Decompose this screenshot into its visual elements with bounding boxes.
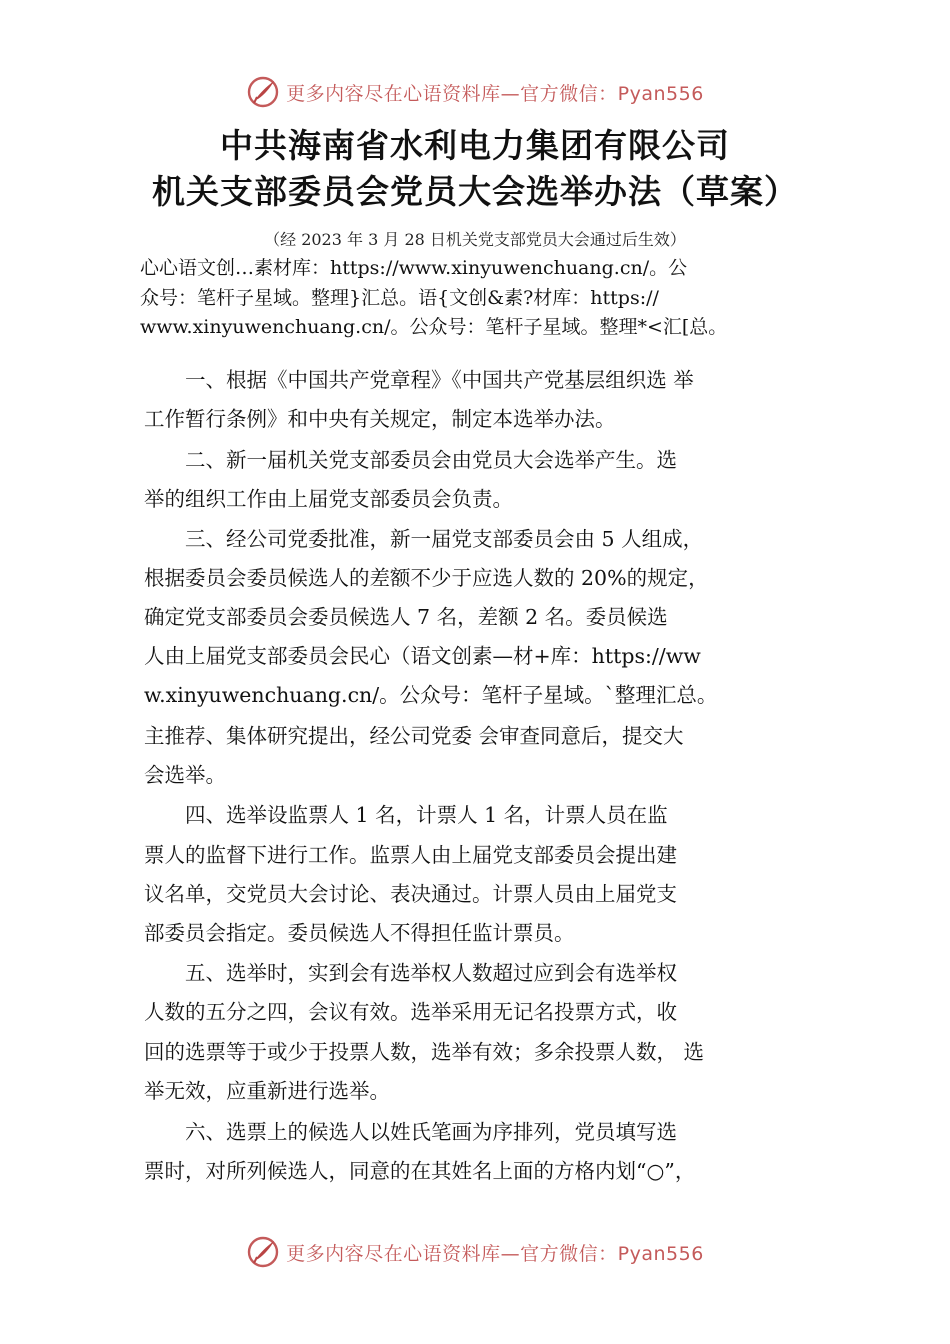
body-line: 确定党支部委员会委员候选人 7 名，差额 2 名。委员候选 [144,605,668,629]
body-line: 举的组织工作由上届党支部委员会负责。 [144,487,513,511]
body-line: 四、选举设监票人 1 名，计票人 1 名，计票人员在监 [144,803,668,827]
body-line: 一、根据《中国共产党章程》《中国共产党基层组织选 举 [144,368,694,392]
body-line: 会选举。 [144,763,226,787]
wechat-id: Pyan556 [617,1242,704,1265]
body-line: 人数的五分之四，会议有效。选举采用无记名投票方式，收 [144,1000,677,1024]
quill-seal-icon [246,75,280,109]
body-line: 人由上届党支部委员会民心（语文创素—材+库：https://ww [144,644,701,668]
body-line: 六、选票上的候选人以姓氏笔画为序排列，党员填写选 [144,1120,677,1144]
watermark-line: 心心语文创…素材库：https://www.xinyuwenchuang.cn/。公 [140,257,688,279]
document-title-line-1: 中共海南省水利电力集团有限公司 [220,126,730,165]
body-line: w.xinyuwenchuang.cn/。公众号：笔杆子星域。`整理汇总。 [144,683,718,707]
body-line: 议名单，交党员大会讨论、表决通过。计票人员由上届党支 [144,882,677,906]
body-line: 五、选举时，实到会有选举权人数超过应到会有选举权 [144,961,677,985]
banner-text: 更多内容尽在心语资料库—官方微信：Pyan556 [286,1242,704,1265]
body-line: 票时，对所列候选人，同意的在其姓名上面的方格内划“○”， [144,1159,696,1183]
body-line: 举无效，应重新进行选举。 [144,1079,390,1103]
body-line: 工作暂行条例》和中央有关规定，制定本选举办法。 [144,407,616,431]
wechat-id: Pyan556 [617,82,704,105]
footer-banner [0,1230,950,1274]
body-line: 票人的监督下进行工作。监票人由上届党支部委员会提出建 [144,843,677,867]
body-line: 主推荐、集体研究提出，经公司党委 会审查同意后，提交大 [144,724,684,748]
banner-text: 更多内容尽在心语资料库—官方微信：Pyan556 [286,82,704,105]
body-line: 回的选票等于或少于投票人数，选举有效；多余投票人数， 选 [144,1040,705,1064]
watermark-line: www.xinyuwenchuang.cn/。公众号：笔杆子星域。整理*<汇[总。 [140,316,728,338]
document-title-line-2: 机关支部委员会党员大会选举办法（草案） [152,172,798,211]
header-banner [0,70,950,114]
quill-seal-icon [246,1235,280,1269]
document-subtitle: （经 2023 年 3 月 28 日机关党支部党员大会通过后生效） [264,230,686,249]
body-line: 根据委员会委员候选人的差额不少于应选人数的 20%的规定， [144,566,709,590]
body-line: 三、经公司党委批准，新一届党支部委员会由 5 人组成， [144,527,704,551]
body-line: 二、新一届机关党支部委员会由党员大会选举产生。选 [144,448,677,472]
body-line: 部委员会指定。委员候选人不得担任监计票员。 [144,921,575,945]
watermark-line: 众号：笔杆子星域。整理}汇总。语{文创&素?材库：https:// [140,287,659,309]
